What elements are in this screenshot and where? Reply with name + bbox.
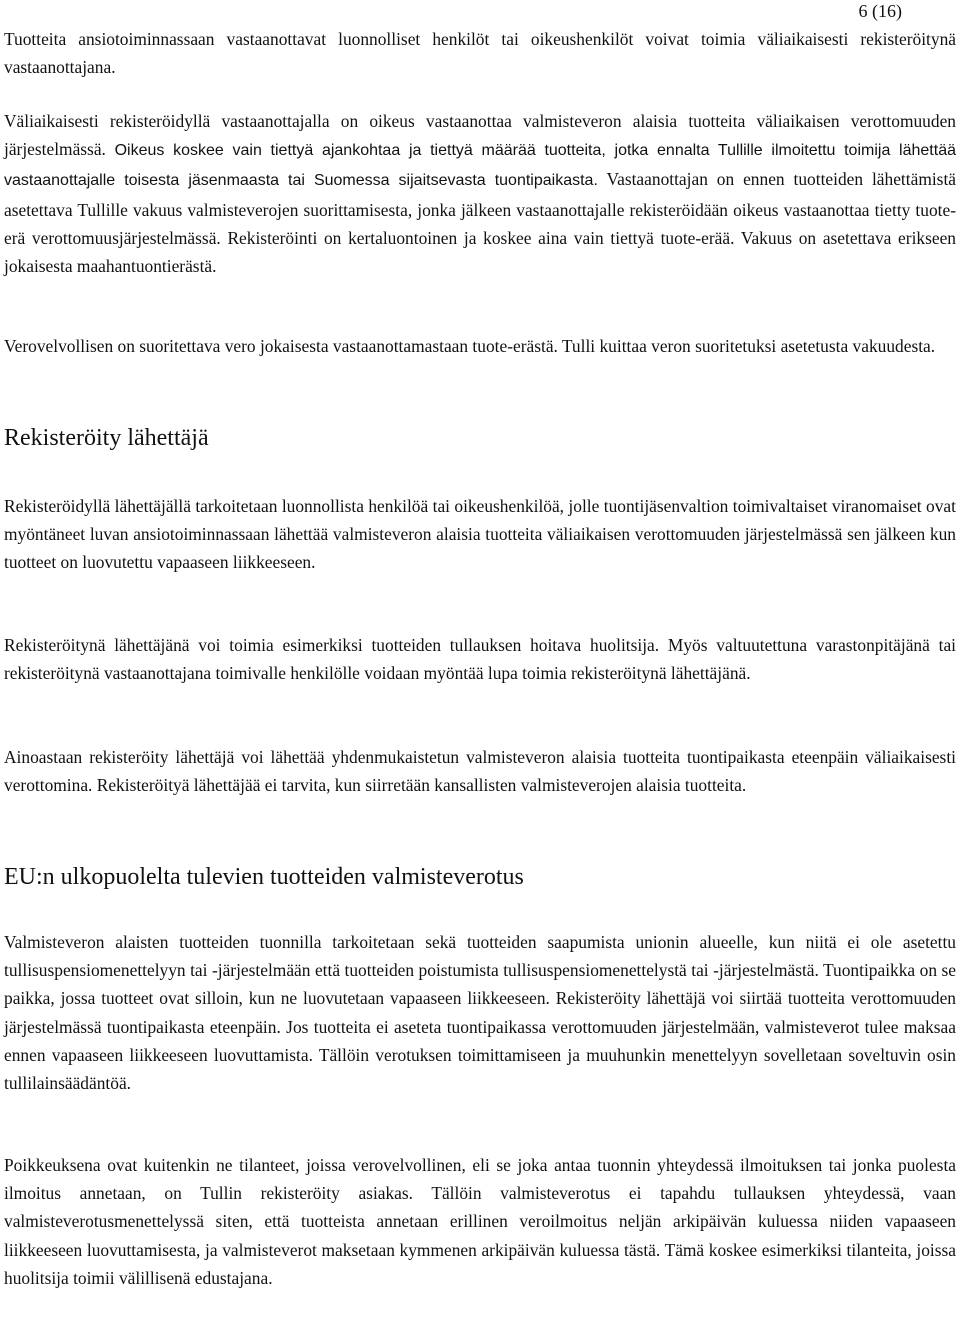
page-number: 6 (16) [858, 1, 902, 21]
paragraph-tax-payment: Verovelvollisen on suoritettava vero jokaisesta vastaanottamastaan tuote-erästä. Tulli kuittaa veron suoritetuksi asetetusta vakuudesta. [4, 336, 936, 356]
section-heading-non-eu-excise: EU:n ulkopuolelta tulevien tuotteiden valmisteverotus [4, 864, 524, 890]
section-heading-registered-sender: Rekisteröity lähettäjä [4, 425, 209, 451]
paragraph-segment: Vastaanottajan on ennen tuotteiden lähettämistä asetettava Tullille vakuus valmisteverojen suorittamisesta, jonka jälkeen vastaanottajalle rekisteröidään oikeus vastaanottaa tietty tuote-erä verottomuusjärjestelmässä. Rekisteröinti on kertaluontoinen ja koskee aina vain tiettyä tuote-erää. Vakuus on asetettava erikseen jokaisesta maahantuontierästä. [4, 169, 956, 277]
paragraph-segment: Väliaikaisesti rekisteröidyllä vastaanottajalla on oikeus vastaanottaa valmisteveron alaisia tuotteita väliaikaisen verottomuuden järjestelmässä. [4, 111, 956, 160]
paragraph-temporary-receiver-rights [4, 107, 956, 280]
paragraph-segment-sans: Oikeus koskee vain tiettyä ajankohtaa ja tiettyä määrää tuotteita, jotka ennalta Tullille ilmoitettu toimija lähettää vastaanottajalle toisesta jäsenmaasta tai Suomessa sijaitsevasta tuontipaikasta. [4, 142, 956, 190]
paragraph-registered-sender-exclusivity: Ainoastaan rekisteröity lähettäjä voi lähettää yhdenmukaistetun valmisteveron alaisia tuotteita tuontipaikasta eteenpäin väliaikaisesti verottomina. Rekisteröityä lähettäjää ei tarvita, kun siirretään kansallisten valmisteverojen alaisia tuotteita. [4, 747, 956, 796]
paragraph-exceptions: Poikkeuksena ovat kuitenkin ne tilanteet, joissa verovelvollinen, eli se joka antaa tuonnin yhteydessä ilmoituksen tai jonka puolesta ilmoitus annetaan, on Tullin rekisteröity asiakas. Tällöin valmisteverotus ei tapahdu tullauksen yhteydessä, vaan valmisteverotusmenettelyssä siten, että tuotteista annetaan erillinen veroilmoitus neljän arkipäivän kuluessa niiden vapaaseen liikkeeseen luovuttamisesta, ja valmisteverot maksetaan kymmenen arkipäivän kuluessa tästä. Tämä koskee esimerkiksi tilanteita, joissa huolitsija toimii välillisenä edustajana. [4, 1155, 956, 1288]
paragraph-registered-sender-definition: Rekisteröidyllä lähettäjällä tarkoitetaan luonnollista henkilöä tai oikeushenkilöä, jolle tuontijäsenvaltion toimivaltaiset viranomaiset ovat myöntäneet luvan ansiotoiminnassaan lähettää valmisteveron alaisia tuotteita väliaikaisen verottomuuden järjestelmässä sen jälkeen kun tuotteet on luovutettu vapaaseen liikkeeseen. [4, 496, 956, 573]
paragraph-temporary-receiver-intro: Tuotteita ansiotoiminnassaan vastaanottavat luonnolliset henkilöt tai oikeushenkilöt voivat toimia väliaikaisesti rekisteröitynä vastaanottajana. [4, 29, 956, 78]
paragraph-registered-sender-examples: Rekisteröitynä lähettäjänä voi toimia esimerkiksi tuotteiden tullauksen hoitava huolitsija. Myös valtuutettuna varastonpitäjänä tai rekisteröitynä vastaanottajana toimivalle henkilölle voidaan myöntää lupa toimia rekisteröitynä lähettäjänä. [4, 635, 956, 684]
paragraph-import-definition: Valmisteveron alaisten tuotteiden tuonnilla tarkoitetaan sekä tuotteiden saapumista unionin alueelle, kun niitä ei ole asetettu tullisuspensiomenettelyyn tai -järjestelmään että tuotteiden poistumista tullisuspensiomenettelystä tai -järjestelmästä. Tuontipaikka on se paikka, jossa tuotteet ovat silloin, kun ne luovutetaan vapaaseen liikkeeseen. Rekisteröity lähettäjä voi siirtää tuotteita verottomuuden järjestelmässä tuontipaikasta eteenpäin. Jos tuotteita ei aseteta tuontipaikassa verottomuuden järjestelmään, valmisteverot tulee maksaa ennen vapaaseen liikkeeseen luovuttamista. Tällöin verotuksen toimittamiseen ja muuhunkin menettelyyn sovelletaan soveltuvin osin tullilainsäädäntöä. [4, 932, 956, 1094]
